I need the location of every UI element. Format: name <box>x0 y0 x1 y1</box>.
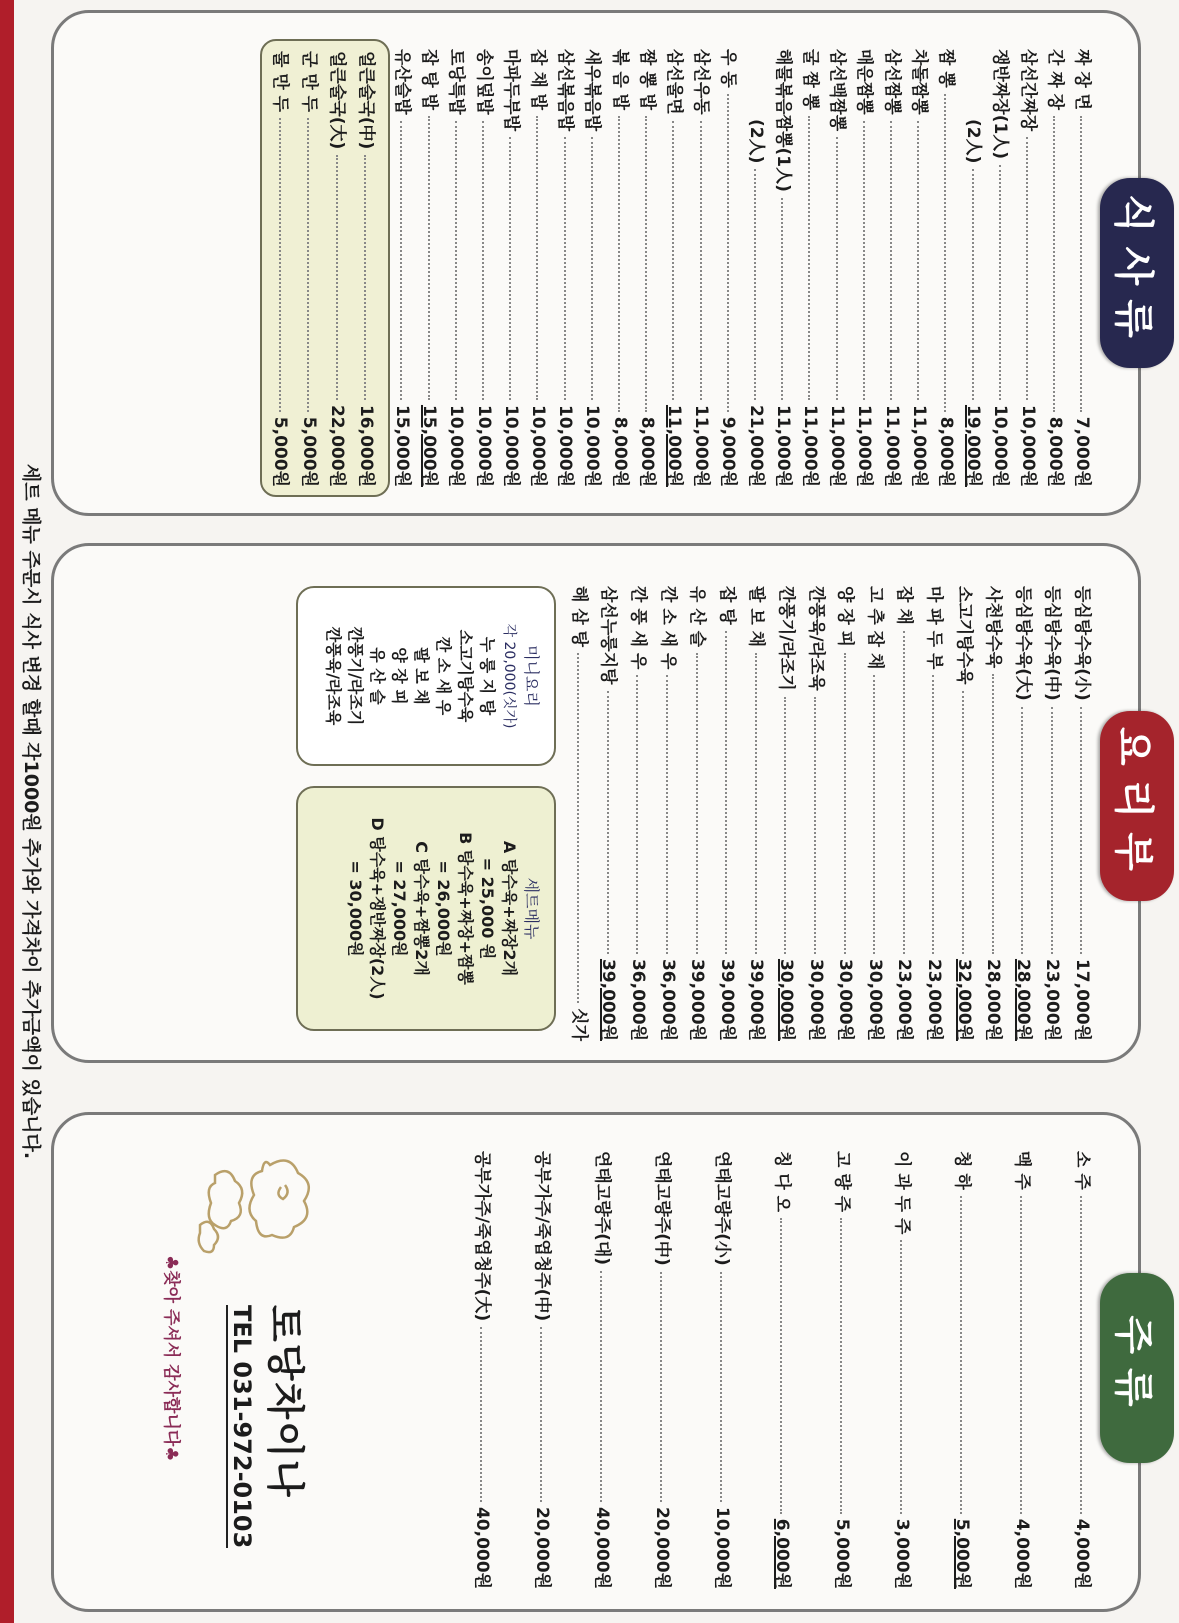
mini-dish-item: 깐풍기/라조기 <box>346 626 365 726</box>
menu-item <box>531 1151 558 1589</box>
menu-item-price: 8,000원 <box>1044 416 1065 487</box>
leader-dots <box>933 675 935 954</box>
leader-dots <box>917 121 919 400</box>
set-menu-line: C 탕수육+짬뽕2개 <box>412 841 431 976</box>
menu-item-price: 30,000원 <box>776 958 796 1041</box>
menu-item-price: 11,000원 <box>772 404 793 487</box>
menu-item-name: 연태고량주(대) <box>592 1151 612 1266</box>
menu-item-price: 20,000원 <box>532 1506 552 1589</box>
leader-dots <box>365 155 367 400</box>
menu-item <box>745 586 772 1041</box>
mini-dish-list <box>322 588 498 764</box>
menu-item <box>831 1151 858 1589</box>
menu-item-name: 등심탕수육(中) <box>1042 586 1063 701</box>
menu-item-price: 30,000원 <box>805 958 826 1041</box>
mini-dish-item: 유 산 슬 <box>368 647 387 705</box>
leader-dots <box>509 137 511 400</box>
menu-item-name: 차돌짬뽕 <box>908 49 929 115</box>
menu-item-price: 10,000원 <box>473 404 494 487</box>
menu-item-price: 39,000원 <box>598 958 619 1041</box>
menu-item-price: 21,000원 <box>745 404 766 487</box>
menu-item-price: 5,000원 <box>270 416 291 487</box>
menu-item-name: 등심탕수육(大) <box>1012 586 1033 701</box>
menu-item-name: 송이덮밥 <box>473 49 494 115</box>
menu-item <box>799 49 826 487</box>
menu-item-name: 소 주 <box>1072 1151 1092 1190</box>
menu-item-price: 36,000원 <box>628 958 648 1041</box>
menu-item-price: 36,000원 <box>657 958 678 1041</box>
menu-item-name: 삼선백짬뽕 <box>827 49 848 132</box>
menu-item-price: 39,000원 <box>716 958 737 1041</box>
menu-item-name: 해물볶음짬뽕(1人) <box>772 49 793 192</box>
menu-item <box>805 586 832 1041</box>
menu-item <box>826 49 853 487</box>
leader-dots <box>781 198 783 400</box>
menu-item-price: 23,000원 <box>1042 958 1063 1041</box>
menu-item <box>772 49 799 487</box>
menu-item-name: 매운짬뽕 <box>854 49 875 115</box>
menu-item-price: 11,000원 <box>691 404 712 487</box>
mini-dish-item: 깐 소 새 우 <box>434 636 453 716</box>
menu-item <box>597 586 624 1041</box>
menu-item <box>327 51 354 487</box>
menu-item-price: 7,000원 <box>1072 416 1092 487</box>
leader-dots <box>836 137 838 400</box>
leader-dots <box>661 1272 663 1502</box>
set-menu-note: 세트 메뉴 주문시 식사 변경 할때 각1000원 추가와 가격차이 추가금액이 있습니다. <box>20 463 42 1160</box>
menu-item-price: 3,000원 <box>892 1518 912 1589</box>
menu-item <box>686 586 713 1041</box>
menu-item <box>935 49 962 487</box>
menu-item-price: 10,000원 <box>500 404 521 487</box>
menu-item <box>636 49 663 487</box>
leader-dots <box>725 631 727 954</box>
leader-dots <box>754 169 756 400</box>
menu-item-price: 39,000원 <box>746 958 767 1041</box>
menu-item <box>771 1151 798 1589</box>
menu-item <box>953 586 980 1041</box>
leader-dots <box>727 94 729 412</box>
menu-item-name: 짬 뽕 밥 <box>636 49 657 111</box>
mini-dish-item: 양 장 피 <box>390 647 409 705</box>
menu-item-name: 해 삼 탕 <box>568 586 589 648</box>
menu-item-name: 삼선짬뽕 <box>881 49 902 115</box>
mini-dish-item: 누 룽 지 탕 <box>478 636 497 716</box>
food-boxed-panel <box>260 39 390 497</box>
menu-item-price: 10,000원 <box>555 404 576 487</box>
leader-dots <box>645 116 647 412</box>
menu-item-name: 고 추 잡 채 <box>864 586 885 670</box>
menu-item <box>1011 1151 1038 1589</box>
leader-dots <box>863 121 865 400</box>
menu-item <box>923 586 950 1041</box>
menu-item <box>951 1151 978 1589</box>
leader-dots <box>890 121 892 400</box>
restaurant-name: 토당차이나 <box>263 1305 307 1499</box>
menu-item-price: 28,000원 <box>983 958 1004 1041</box>
leader-dots <box>336 155 338 400</box>
leader-dots <box>962 691 964 954</box>
menu-item <box>962 49 989 487</box>
leader-dots <box>785 697 787 954</box>
menu-item-name: 볶 음 밥 <box>609 49 630 111</box>
menu-item-name: 팔 보 채 <box>746 586 767 648</box>
menu-item-price: 10,000원 <box>1017 404 1038 487</box>
menu-item-name: 쟁반짜장(1人) <box>990 49 1011 160</box>
menu-item <box>473 49 500 487</box>
menu-item-price: 17,000원 <box>1072 958 1092 1041</box>
menu-item-name: 공부가주/죽엽청주(中) <box>532 1151 552 1322</box>
leader-dots <box>945 94 947 412</box>
leader-dots <box>873 675 875 954</box>
menu-item-name: 소고기탕수육 <box>953 586 974 685</box>
menu-item-price: 9,000원 <box>718 416 739 487</box>
mini-dish-subtitle: 각 20,000(싯가) <box>501 623 517 729</box>
menu-item <box>893 586 920 1041</box>
restaurant-phone: TEL 031-972-0103 <box>228 1305 256 1549</box>
menu-item-price: 11,000원 <box>800 404 820 487</box>
menu-item-price: 23,000원 <box>924 958 944 1041</box>
menu-item <box>651 1151 678 1589</box>
leader-dots <box>1021 707 1023 954</box>
set-menu-line: = 27,000원 <box>390 860 409 957</box>
menu-item-price: 10,000원 <box>990 404 1011 487</box>
leader-dots <box>428 116 430 400</box>
menu-item-price: 4,000원 <box>1012 1518 1032 1589</box>
menu-item-name: 새우볶음밥 <box>582 49 603 132</box>
leader-dots <box>455 121 457 400</box>
menu-item-price: 11,000원 <box>827 404 848 487</box>
menu-item-name: 깐풍육/라조육 <box>805 586 826 691</box>
menu-item <box>1044 49 1071 487</box>
set-menu-title: 세트메뉴 <box>522 877 541 940</box>
menu-item <box>891 1151 918 1589</box>
menu-item-name: 삼선볶음밥 <box>555 49 576 132</box>
menu-item <box>834 586 861 1041</box>
menu-item-price: 30,000원 <box>835 958 856 1041</box>
menu-item <box>627 586 654 1041</box>
food-panel <box>51 10 1157 516</box>
menu-item-name: 유산슬밥 <box>392 49 412 115</box>
menu-item-name: 연태고량주(中) <box>652 1151 672 1266</box>
menu-item <box>527 49 554 487</box>
leader-dots <box>279 118 281 412</box>
menu-item <box>471 1151 498 1589</box>
menu-item-price: 11,000원 <box>881 404 902 487</box>
menu-item-name: 잡 채 밥 <box>528 49 548 111</box>
leader-dots <box>564 137 566 400</box>
leader-dots <box>700 121 702 400</box>
mini-dish-item: 소고기탕수육 <box>456 629 475 723</box>
leader-dots <box>666 675 668 954</box>
menu-item <box>355 51 382 487</box>
menu-item-name: 우 동 <box>718 49 739 88</box>
menu-item <box>298 51 325 487</box>
leader-dots <box>999 165 1001 400</box>
menu-item-name: 칭 다 오 <box>772 1151 792 1213</box>
menu-item-name: 짜 장 면 <box>1072 49 1092 111</box>
menu-item-price: 6,000원 <box>772 1518 792 1589</box>
menu-item <box>853 49 880 487</box>
mini-dish-item: 팔 보 채 <box>412 647 431 705</box>
menu-item-price: 8,000원 <box>609 416 630 487</box>
menu-item-name: 삼선울면 <box>664 49 684 115</box>
menu-item <box>418 49 445 487</box>
menu-item <box>657 586 684 1041</box>
menu-item <box>1012 586 1039 1041</box>
menu-item-name: 삼선누룽지탕 <box>598 586 619 685</box>
menu-item <box>500 49 527 487</box>
menu-item-name: 잡 탕 밥 <box>419 49 440 111</box>
menu-item <box>391 49 418 487</box>
menu-item-price: 39,000원 <box>687 958 708 1041</box>
leader-dots <box>537 116 539 400</box>
dish-panel <box>51 543 1157 1063</box>
menu-item-name: 양 장 피 <box>835 586 856 648</box>
menu-item-price: 28,000원 <box>1012 958 1033 1041</box>
menu-item-name: 삼선간짜장 <box>1017 49 1038 132</box>
leader-dots <box>1081 1196 1083 1514</box>
menu-item-name: (2人) <box>963 119 984 164</box>
menu-item-price: 23,000원 <box>894 958 915 1041</box>
menu-item-name: 사천탕수육 <box>983 586 1004 669</box>
set-menu-box <box>296 786 556 1031</box>
drink-panel <box>51 1112 1157 1612</box>
leader-dots <box>781 1218 783 1514</box>
leader-dots <box>1051 707 1053 954</box>
menu-item-price: 8,000원 <box>936 416 956 487</box>
menu-item-name: 토당특밥 <box>446 49 467 115</box>
menu-item <box>908 49 935 487</box>
menu-item-name: 얼큰술국(大) <box>327 51 348 150</box>
leader-dots <box>1026 137 1028 400</box>
leader-dots <box>696 653 698 954</box>
set-menu-line: = 26,000원 <box>434 860 453 957</box>
leader-dots <box>903 631 905 954</box>
menu-item <box>982 586 1009 1041</box>
menu-item-name: 유 산 슬 <box>687 586 708 648</box>
menu-item-name: 연태고량주(小) <box>712 1151 732 1266</box>
mini-dish-box <box>296 586 556 766</box>
menu-item <box>609 49 636 487</box>
menu-item <box>1071 1151 1098 1589</box>
menu-item <box>881 49 908 487</box>
mini-dish-item: 깐풍육/라조육 <box>324 626 343 726</box>
menu-item-price: 19,000원 <box>963 404 984 487</box>
leader-dots <box>1053 116 1055 412</box>
menu-item-price: 5,000원 <box>952 1518 972 1589</box>
menu-item-name: 물 만 두 <box>270 51 291 113</box>
set-menu-line: D 탕수육+쟁반짜장(2人) <box>368 817 387 1000</box>
cloud-ornament-icon <box>180 1145 330 1285</box>
menu-item-price: 40,000원 <box>472 1506 492 1589</box>
leader-dots <box>972 169 974 400</box>
menu-item <box>745 49 772 487</box>
leader-dots <box>637 675 639 954</box>
leader-dots <box>814 697 816 954</box>
menu-item-price: 10,000원 <box>582 404 603 487</box>
menu-item-name: 잡 채 <box>894 586 915 625</box>
leader-dots <box>992 674 994 954</box>
menu-item-name: 이 과 두 주 <box>892 1151 912 1235</box>
menu-item-name: 맥 주 <box>1012 1151 1032 1190</box>
set-menu-line: A 탕수육+짜장2개 <box>500 840 519 977</box>
menu-item-name: 짬 뽕 <box>936 49 956 88</box>
set-menu-line: = 30,000원 <box>346 860 365 957</box>
thanks-message: ♣찾아 주셔서 감사합니다♣ <box>161 1255 181 1462</box>
menu-item-name: 간 짜 장 <box>1044 49 1065 111</box>
leader-dots <box>809 116 811 400</box>
menu-item-name: 고 량 주 <box>832 1151 852 1213</box>
set-menu-line: = 25,000 원 <box>478 857 497 960</box>
leader-dots <box>721 1272 723 1502</box>
menu-item <box>716 586 743 1041</box>
dish-section-title: 요리부 <box>1100 711 1174 901</box>
menu-item <box>270 51 297 487</box>
menu-item-price: 5,000원 <box>832 1518 852 1589</box>
menu-item <box>717 49 744 487</box>
menu-item <box>864 586 891 1041</box>
menu-item-price: 5,000원 <box>299 416 319 487</box>
menu-item-price: 4,000원 <box>1072 1518 1092 1589</box>
menu-item-name: 굴 짬 뽕 <box>800 49 820 111</box>
menu-item-price: 30,000원 <box>864 958 885 1041</box>
menu-item-name: 깐 풍 새 우 <box>628 586 648 670</box>
menu-item-price: 싯가 <box>568 1008 589 1041</box>
menu-item-price: 32,000원 <box>953 958 974 1041</box>
menu-item <box>591 1151 618 1589</box>
menu-item <box>1017 49 1044 487</box>
leader-dots <box>618 116 620 412</box>
leader-dots <box>607 691 609 954</box>
menu-item-name: 공부가주/죽엽청주(大) <box>472 1151 492 1322</box>
leader-dots <box>1021 1196 1023 1514</box>
menu-item-name: 잡 탕 <box>716 586 737 625</box>
menu-item-name: 마 파 두 부 <box>924 586 944 670</box>
menu-item <box>690 49 717 487</box>
menu-item-price: 10,000원 <box>446 404 467 487</box>
leader-dots <box>1081 116 1083 412</box>
leader-dots <box>401 121 403 400</box>
menu-item-name: 깐 소 새 우 <box>657 586 678 670</box>
menu-item <box>1071 49 1098 487</box>
menu-item-price: 11,000원 <box>854 404 875 487</box>
set-menu-line: B 탕수육+짜장+짬뽕 <box>456 832 475 985</box>
leader-dots <box>961 1196 963 1514</box>
leader-dots <box>482 121 484 400</box>
menu-item-price: 20,000원 <box>652 1506 672 1589</box>
menu-item-price: 11,000원 <box>664 404 684 487</box>
leader-dots <box>841 1218 843 1514</box>
menu-item-price: 11,000원 <box>908 404 929 487</box>
leader-dots <box>577 653 579 1003</box>
leader-dots <box>481 1327 483 1502</box>
leader-dots <box>601 1271 603 1502</box>
menu-item <box>581 49 608 487</box>
leader-dots <box>308 118 310 412</box>
leader-dots <box>755 653 757 954</box>
leader-dots <box>844 653 846 954</box>
menu-item-price: 15,000원 <box>392 404 412 487</box>
menu-item-price: 10,000원 <box>712 1506 732 1589</box>
menu-item-name: 군 만 두 <box>299 51 319 113</box>
menu-item-price: 8,000원 <box>636 416 657 487</box>
menu-item-name: 청 하 <box>952 1151 972 1190</box>
menu-item-price: 15,000원 <box>419 404 440 487</box>
set-menu-list <box>344 788 520 1029</box>
menu-item <box>1071 586 1098 1041</box>
menu-item <box>989 49 1016 487</box>
menu-item <box>775 586 802 1041</box>
leader-dots <box>673 121 675 400</box>
menu-item <box>445 49 472 487</box>
menu-item-price: 16,000원 <box>356 404 376 487</box>
menu-item-name: 삼선우동 <box>691 49 712 115</box>
menu-item-name: 깐풍기/라조기 <box>776 586 796 691</box>
menu-item-name: 얼큰술국(中) <box>356 51 376 150</box>
menu-item-price: 22,000원 <box>327 404 348 487</box>
menu-item-price: 40,000원 <box>592 1506 612 1589</box>
food-section-title: 식사류 <box>1100 178 1174 368</box>
menu-item-name: 등심탕수육(小) <box>1072 586 1092 701</box>
leader-dots <box>901 1240 903 1513</box>
leader-dots <box>591 137 593 400</box>
drink-section-title: 주류 <box>1100 1273 1174 1463</box>
menu-item <box>663 49 690 487</box>
menu-item <box>568 586 595 1041</box>
menu-item-name: (2人) <box>745 119 766 164</box>
menu-item <box>554 49 581 487</box>
leader-dots <box>541 1327 543 1502</box>
menu-item <box>711 1151 738 1589</box>
mini-dish-title: 미니요리 <box>522 645 541 707</box>
leader-dots <box>1081 707 1083 954</box>
menu-item <box>1041 586 1068 1041</box>
menu-item-price: 10,000원 <box>528 404 548 487</box>
menu-item-name: 마파두부밥 <box>500 49 521 132</box>
